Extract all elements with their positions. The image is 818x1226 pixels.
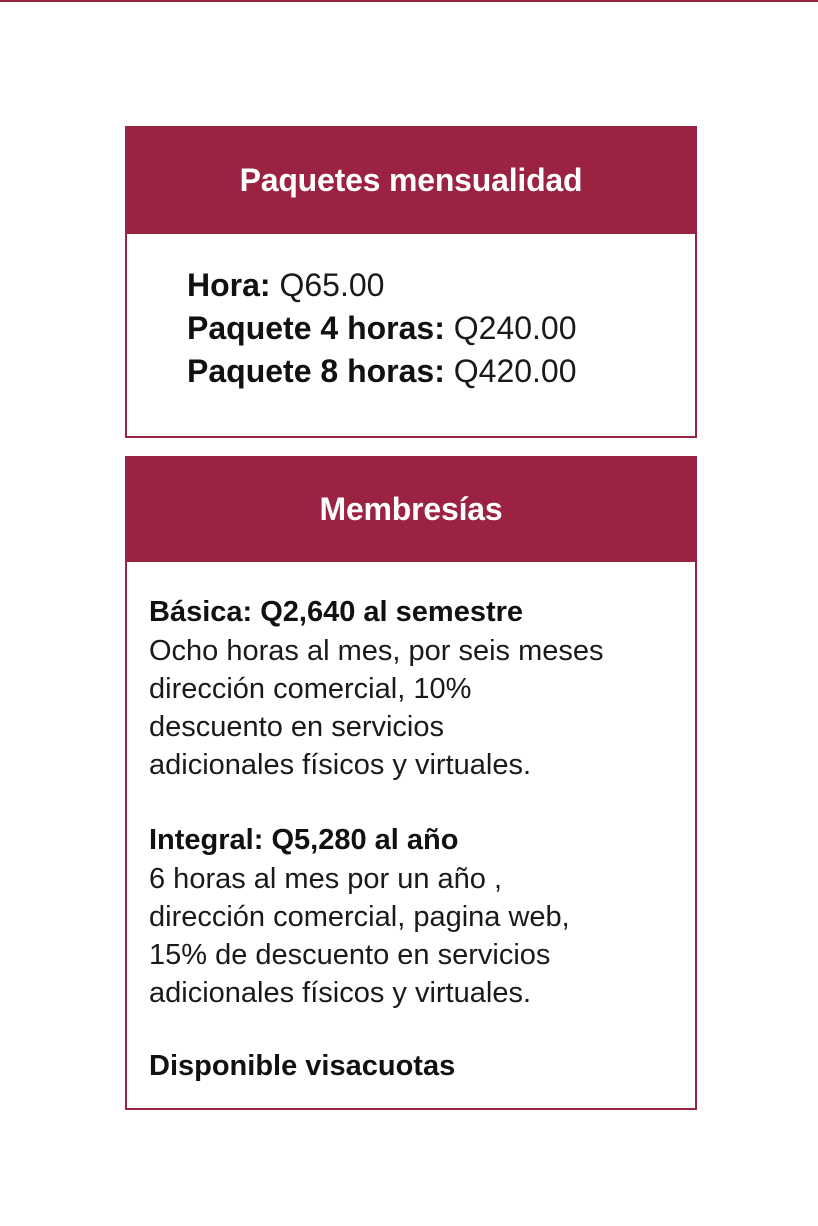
package-price: Q420.00	[453, 353, 577, 389]
plan-basic-desc-line: adicionales físicos y virtuales.	[149, 749, 531, 781]
monthly-packages-title: Paquetes mensualidad	[127, 128, 695, 234]
package-price: Q240.00	[453, 310, 577, 346]
plan-integral-desc-line: 15% de descuento en servicios	[149, 939, 551, 971]
package-label: Paquete 4 horas:	[187, 310, 445, 346]
top-divider	[0, 0, 818, 2]
plan-basic-desc-line: dirección comercial, 10%	[149, 673, 472, 705]
package-label: Hora:	[187, 267, 271, 303]
package-price: Q65.00	[279, 267, 385, 303]
plan-integral-desc-line: dirección comercial, pagina web,	[149, 901, 570, 933]
memberships-card	[125, 456, 697, 1110]
memberships-body	[127, 562, 695, 1086]
plan-basic-title: Básica: Q2,640 al semestre	[149, 596, 524, 628]
payment-availability-note: Disponible visacuotas	[149, 1050, 456, 1082]
package-row-hour	[187, 264, 695, 307]
package-row-8-hours	[187, 350, 695, 393]
plan-integral	[149, 820, 695, 1012]
plan-integral-desc-line: adicionales físicos y virtuales.	[149, 977, 531, 1009]
memberships-title: Membresías	[127, 458, 695, 562]
plan-integral-title: Integral: Q5,280 al año	[149, 824, 459, 856]
package-label: Paquete 8 horas:	[187, 353, 445, 389]
plan-basic	[149, 592, 695, 784]
monthly-packages-list	[127, 234, 695, 393]
package-row-4-hours	[187, 307, 695, 350]
monthly-packages-card	[125, 126, 697, 438]
plan-basic-desc-line: descuento en servicios	[149, 711, 444, 743]
plan-basic-desc-line: Ocho horas al mes, por seis meses	[149, 635, 604, 667]
plan-integral-desc-line: 6 horas al mes por un año ,	[149, 863, 503, 895]
